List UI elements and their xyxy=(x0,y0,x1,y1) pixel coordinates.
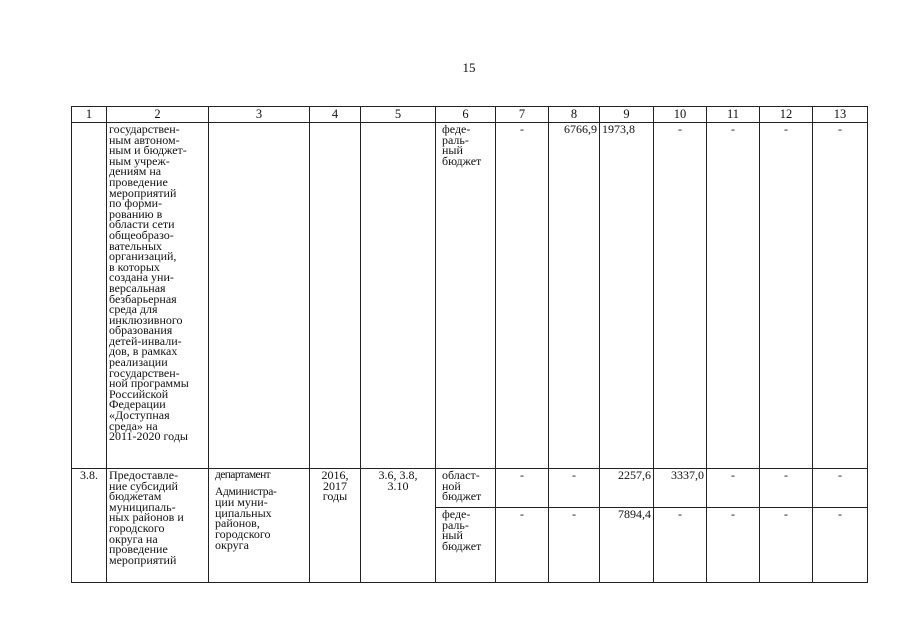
value-cell: - xyxy=(813,469,868,508)
text-line: мероприятий xyxy=(109,185,177,200)
text-line: ние субсидий xyxy=(109,478,178,493)
text-line: инклюзивного xyxy=(109,312,183,327)
row-number-cell: 3.8. xyxy=(72,469,107,583)
text-line: бюджет xyxy=(442,538,482,553)
indicator-cell xyxy=(361,469,436,583)
value-cell: 3337,0 xyxy=(654,469,707,508)
text-line: област- xyxy=(442,468,480,482)
value-cell: - xyxy=(707,469,760,508)
text-line: городского xyxy=(215,526,271,541)
text-line: округа на xyxy=(109,531,158,546)
funding-source-cell xyxy=(436,469,496,508)
value-cell: 6766,9 xyxy=(549,123,600,469)
header-cell: 6 xyxy=(436,107,496,123)
text-line: феде- xyxy=(442,122,471,136)
header-cell: 1 xyxy=(72,107,107,123)
value-cell: - xyxy=(760,469,813,508)
text-line: мероприятий xyxy=(109,552,177,567)
text-line: раль- xyxy=(442,132,469,147)
text-line: среда» на xyxy=(109,418,158,433)
text-line: бюджетам xyxy=(109,489,162,504)
text-line: вательных xyxy=(109,238,163,253)
text-line: проведение xyxy=(109,542,168,557)
text-line: среда для xyxy=(109,302,158,317)
text-line: ный xyxy=(442,528,463,543)
period-cell xyxy=(310,469,361,583)
text-line: области сети xyxy=(109,217,175,232)
text-line: по форми- xyxy=(109,196,163,211)
budget-table xyxy=(71,106,868,583)
text-line: 2011-2020 годы xyxy=(109,429,188,444)
header-cell: 10 xyxy=(654,107,707,123)
description-cell xyxy=(107,123,209,469)
text-line: 3.10 xyxy=(387,478,409,493)
header-cell: 2 xyxy=(107,107,209,123)
header-cell: 5 xyxy=(361,107,436,123)
header-cell: 3 xyxy=(209,107,310,123)
text-line: государствен- xyxy=(109,122,180,136)
description-cell xyxy=(107,469,209,583)
text-line: бюджет xyxy=(442,153,482,168)
text-line: ции муни- xyxy=(215,495,268,510)
text-line: городского xyxy=(109,520,165,535)
value-cell: - xyxy=(496,508,549,583)
executor-cell xyxy=(209,469,310,583)
text-line: организаций, xyxy=(109,249,177,264)
text-line: департамент xyxy=(215,469,271,481)
text-line: рованию в xyxy=(109,206,163,221)
text-line: 3.6, 3.8, xyxy=(378,468,418,482)
header-row xyxy=(72,107,868,123)
text-line: безбарьерная xyxy=(109,291,177,306)
text-line: ных районов и xyxy=(109,510,184,525)
header-cell: 13 xyxy=(813,107,868,123)
row-number-cell xyxy=(72,123,107,469)
text-line: детей-инвали- xyxy=(109,333,182,348)
text-line: ципальных xyxy=(215,505,272,520)
text-line: общеобразо- xyxy=(109,227,174,242)
text-line: округа xyxy=(215,537,249,552)
value-cell: - xyxy=(813,508,868,583)
text-line: ным учреж- xyxy=(109,153,170,168)
text-line: Российской xyxy=(109,386,169,401)
text-line: бюджет xyxy=(442,489,482,504)
text-line: версальная xyxy=(109,280,166,295)
header-cell: 12 xyxy=(760,107,813,123)
value-cell: - xyxy=(549,469,600,508)
text-line: ным и бюджет- xyxy=(109,143,187,158)
text-line: государствен- xyxy=(109,365,180,380)
value-cell: - xyxy=(760,123,813,469)
text-line: в которых xyxy=(109,259,160,274)
header-cell: 7 xyxy=(496,107,549,123)
funding-source-cell xyxy=(436,123,496,469)
text-line: ный xyxy=(442,143,463,158)
executor-cell xyxy=(209,123,310,469)
text-line: районов, xyxy=(215,516,260,531)
text-line: дениям на xyxy=(109,164,162,179)
header-cell: 4 xyxy=(310,107,361,123)
header-cell: 11 xyxy=(707,107,760,123)
value-cell: 1973,8 xyxy=(600,123,654,469)
text-line: «Доступная xyxy=(109,408,170,423)
value-cell: 7894,4 xyxy=(600,508,654,583)
table-row xyxy=(72,123,868,469)
value-cell: - xyxy=(549,508,600,583)
value-cell: - xyxy=(760,508,813,583)
value-cell: - xyxy=(654,508,707,583)
text-line: годы xyxy=(322,489,348,504)
indicator-cell xyxy=(361,123,436,469)
value-cell: - xyxy=(707,123,760,469)
text-line: раль- xyxy=(442,517,469,532)
text-line: 2017 xyxy=(323,478,347,493)
value-cell: 2257,6 xyxy=(600,469,654,508)
text-line: 2016, xyxy=(321,468,349,482)
text-line: муниципаль- xyxy=(109,499,176,514)
header-cell: 9 xyxy=(600,107,654,123)
text-line: ной программы xyxy=(109,376,189,391)
text-line: реализации xyxy=(109,355,168,370)
text-line: образования xyxy=(109,323,173,338)
text-line: Администра- xyxy=(215,485,277,498)
page-number: 15 xyxy=(462,60,476,75)
value-cell: - xyxy=(813,123,868,469)
text-line: проведение xyxy=(109,174,168,189)
text-line: Федерации xyxy=(109,397,166,412)
value-cell: - xyxy=(654,123,707,469)
value-cell: - xyxy=(707,508,760,583)
text-line: создана уни- xyxy=(109,270,174,285)
text-line: ным автоном- xyxy=(109,132,180,147)
period-cell xyxy=(310,123,361,469)
value-cell: - xyxy=(496,123,549,469)
text-line: Предоставле- xyxy=(109,468,179,482)
table-row xyxy=(72,469,868,508)
text-line: дов, в рамках xyxy=(109,344,178,359)
funding-source-cell xyxy=(436,508,496,583)
text-line: ной xyxy=(442,478,461,493)
header-cell: 8 xyxy=(549,107,600,123)
value-cell: - xyxy=(496,469,549,508)
text-line: феде- xyxy=(442,507,471,521)
